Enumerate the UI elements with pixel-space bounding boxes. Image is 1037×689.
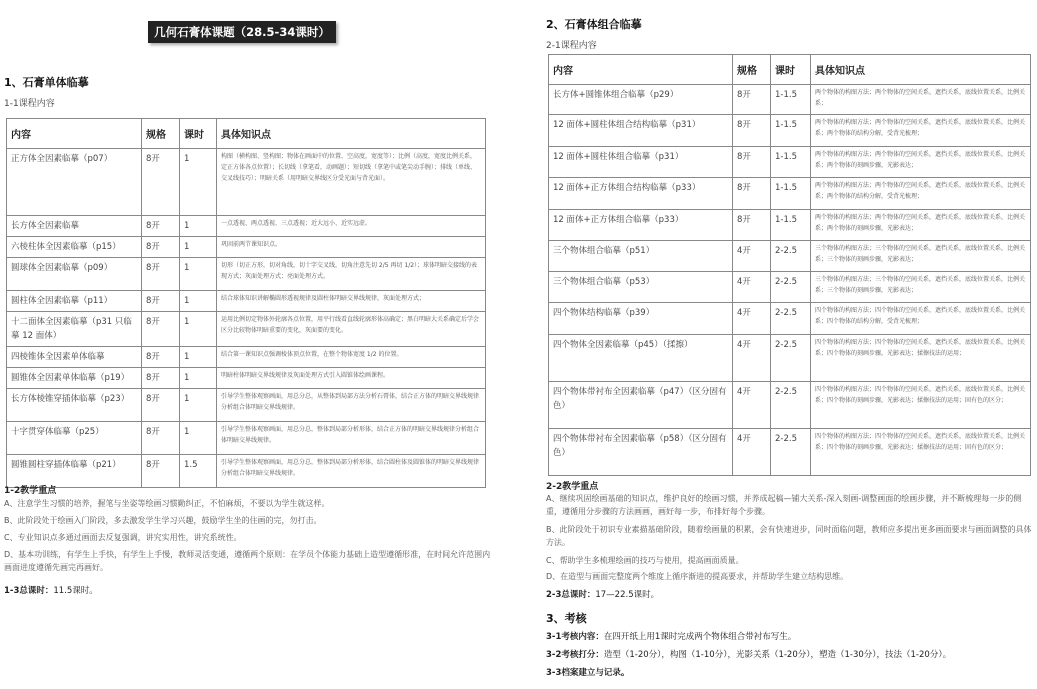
table-row bbox=[7, 389, 486, 422]
row-knowledge: 两个物体的构图方法；两个物体的空间关系，遮挡关系，底线位置关系，比例关系；两个物体的结构分解，受背光梳理； bbox=[811, 178, 1031, 210]
row-size: 8开 bbox=[733, 147, 771, 178]
row-knowledge: 两个物体的构图方法；两个物体的空间关系，遮挡关系，底线位置关系，比例关系； bbox=[811, 85, 1031, 115]
row-name: 12 面体+正方体组合结构临摹（p33） bbox=[549, 178, 733, 210]
exam-scoring bbox=[546, 648, 951, 660]
table-row bbox=[549, 210, 1031, 241]
header-content: 内容 bbox=[7, 119, 142, 149]
row-size: 8开 bbox=[142, 368, 180, 389]
row-knowledge: 四个物体的构图方法；四个物体的空间关系，遮挡关系，底线位置关系，比例关系；四个物体的结构分解，受背光梳理； bbox=[811, 303, 1031, 335]
table-row bbox=[7, 216, 486, 237]
total-hours-value: 11.5课时。 bbox=[53, 586, 98, 596]
row-knowledge: 引导学生整体观察画面，用总分总，整体到局部分析形体，结合圆柱体及圆锥体的明暗交界线规律分析组合体明暗交界线规律。 bbox=[217, 455, 486, 488]
total-hours bbox=[546, 588, 659, 600]
row-knowledge: 巩固前两节课知识点。 bbox=[217, 237, 486, 258]
row-name: 长方体棱锥穿插体临摹（p23） bbox=[7, 389, 142, 422]
row-hours: 1 bbox=[180, 216, 217, 237]
table-row bbox=[549, 241, 1031, 272]
row-name: 四个物体带衬布全因素临摹（p58）（区分固有色） bbox=[549, 429, 733, 476]
row-hours: 1-1.5 bbox=[771, 85, 811, 115]
row-knowledge: 一点透视、两点透视、三点透视；近大远小、近实远虚。 bbox=[217, 216, 486, 237]
row-name: 长方体+圆锥体组合临摹（p29） bbox=[549, 85, 733, 115]
row-size: 8开 bbox=[142, 237, 180, 258]
row-name: 圆锥圆柱穿插体临摹（p21） bbox=[7, 455, 142, 488]
row-knowledge: 两个物体的构图方法；两个物体的空间关系，遮挡关系，底线位置关系，比例关系；两个物体的刻画步骤，光影表达； bbox=[811, 147, 1031, 178]
section1-sub2: 1-2教学重点 bbox=[4, 486, 57, 496]
row-size: 8开 bbox=[142, 389, 180, 422]
row-size: 8开 bbox=[142, 312, 180, 347]
point-b: B、此阶段处于绘画入门阶段，多去激发学生学习兴趣，鼓励学生坐的住画的完，勿打击。 bbox=[4, 516, 322, 525]
row-hours: 1-1.5 bbox=[771, 178, 811, 210]
row-hours: 1 bbox=[180, 389, 217, 422]
row-knowledge: 两个物体的构图方法；两个物体的空间关系，遮挡关系，底线位置关系，比例关系；两个物体的结构分解，受背光梳理； bbox=[811, 115, 1031, 147]
row-hours: 1 bbox=[180, 149, 217, 216]
row-knowledge: 三个物体的构图方法；三个物体的空间关系，遮挡关系，底线位置关系，比例关系；三个物体的刻画步骤，光影表达； bbox=[811, 272, 1031, 303]
row-name: 12 面体+正方体组合临摹（p33） bbox=[549, 210, 733, 241]
row-size: 8开 bbox=[142, 455, 180, 488]
row-hours: 1 bbox=[180, 422, 217, 455]
table-row bbox=[7, 368, 486, 389]
exam-content-label: 3-1考核内容： bbox=[546, 632, 604, 642]
row-hours: 2-2.5 bbox=[771, 241, 811, 272]
table-row bbox=[549, 382, 1031, 429]
row-name: 圆球体全因素临摹（p09） bbox=[7, 258, 142, 291]
row-hours: 1-1.5 bbox=[771, 147, 811, 178]
header-size: 规格 bbox=[142, 119, 180, 149]
exam-records-label: 3-3档案建立与记录。 bbox=[546, 668, 630, 678]
row-size: 8开 bbox=[733, 85, 771, 115]
row-hours: 1 bbox=[180, 237, 217, 258]
row-name: 十字贯穿体临摹（p25） bbox=[7, 422, 142, 455]
table-row bbox=[7, 347, 486, 368]
table-row bbox=[549, 115, 1031, 147]
row-hours: 1-1.5 bbox=[771, 115, 811, 147]
row-size: 4开 bbox=[733, 335, 771, 382]
row-hours: 1 bbox=[180, 312, 217, 347]
row-hours: 1.5 bbox=[180, 455, 217, 488]
row-knowledge: 四个物体的构图方法；四个物体的空间关系，遮挡关系，底线位置关系，比例关系；四个物体的刻画步骤，光影表达；揉擦技法的运用；固有色的区分； bbox=[811, 429, 1031, 476]
point-c: C、帮助学生多梳理绘画的技巧与使用，提高画面质量。 bbox=[546, 556, 744, 565]
exam-scoring-label: 3-2考核打分： bbox=[546, 650, 604, 660]
row-hours: 1 bbox=[180, 368, 217, 389]
point-a: A、继续巩固绘画基础的知识点，维护良好的绘画习惯，并养成起稿—铺大关系-深入刻画-调整画面的绘画步骤，并不断梳理每一步的侧重，遵循用分步骤的方法画画，画好每一步，布排好每个步骤。 bbox=[546, 494, 1022, 516]
header-hours: 课时 bbox=[771, 55, 811, 85]
row-hours: 1 bbox=[180, 291, 217, 312]
table-row bbox=[549, 303, 1031, 335]
row-size: 8开 bbox=[142, 149, 180, 216]
point-d: D、在造型与画面完整度两个维度上循序渐进的提高要求，并帮助学生建立结构思维。 bbox=[546, 572, 849, 581]
point-a: A、注意学生习惯的培养，握笔与坐姿等绘画习惯勤纠正，不怕麻烦，不要以为学生就这样。 bbox=[4, 499, 330, 508]
course-table-right bbox=[548, 54, 1031, 476]
row-size: 4开 bbox=[733, 241, 771, 272]
exam-records bbox=[546, 666, 629, 678]
row-knowledge: 结合第一课知识点强调棱体顶点位置，在整个物体宽度 1/2 的位置。 bbox=[217, 347, 486, 368]
row-size: 4开 bbox=[733, 429, 771, 476]
left-column bbox=[0, 0, 500, 689]
table-row bbox=[549, 429, 1031, 476]
table-header-row bbox=[549, 55, 1031, 85]
table-row bbox=[7, 149, 486, 216]
row-hours: 2-2.5 bbox=[771, 272, 811, 303]
course-table-left bbox=[6, 118, 486, 488]
row-name: 12 面体+圆柱体组合临摹（p31） bbox=[549, 147, 733, 178]
right-column bbox=[538, 0, 1037, 689]
row-name: 三个物体组合临摹（p51） bbox=[549, 241, 733, 272]
table-row bbox=[7, 237, 486, 258]
total-hours-label: 2-3总课时： bbox=[546, 590, 596, 600]
table-row bbox=[7, 312, 486, 347]
row-hours: 2-2.5 bbox=[771, 429, 811, 476]
row-knowledge: 构图（横构图、竖构图；物体在画面中的位置、空高度，宽度等）；比例（高度，宽度比例关系，定正方体各点位置）；长切线（拿笔看，动画题）；短切线（拿笔中或笔尖动手腕）；排线（单线、交叉线技巧）；明暗关系（用明暗交界线区分受光面与背光面）。 bbox=[217, 149, 486, 216]
table-header-row bbox=[7, 119, 486, 149]
row-hours: 1 bbox=[180, 258, 217, 291]
total-hours bbox=[4, 584, 98, 596]
row-name: 长方体全因素临摹 bbox=[7, 216, 142, 237]
row-name: 三个物体组合临摹（p53） bbox=[549, 272, 733, 303]
row-knowledge: 切形（切正方形，切对角线，切十字交叉线，切角注意先切 2/5 再切 1/2）；球体明暗交接线的表现方式；灰面处理方式；亮面处理方式。 bbox=[217, 258, 486, 291]
row-size: 8开 bbox=[142, 347, 180, 368]
total-hours-value: 17—22.5课时。 bbox=[595, 590, 660, 600]
point-b: B、此阶段处于初识专业素描基础阶段，随着绘画量的积累，会有快速进步，同时面临问题，教师应多提出更多画面要求与画面调整的具体方法。 bbox=[546, 525, 1032, 547]
row-knowledge: 引导学生整体观察画面，用总分总，从整体到局部方法分析石膏体，结合正方体的明暗交界线规律分析组合体明暗交界线规律。 bbox=[217, 389, 486, 422]
section3-heading: 3、考核 bbox=[546, 612, 587, 625]
header-knowledge: 具体知识点 bbox=[811, 55, 1031, 85]
row-size: 4开 bbox=[733, 303, 771, 335]
exam-content-value: 在四开纸上用1课时完成两个物体组合带衬布写生。 bbox=[603, 632, 797, 642]
table-row bbox=[549, 272, 1031, 303]
table-row bbox=[549, 178, 1031, 210]
row-size: 8开 bbox=[733, 178, 771, 210]
table-row bbox=[7, 291, 486, 312]
point-c: C、专业知识点多通过画面去反复强调，讲究实用性，讲究系统性。 bbox=[4, 533, 242, 542]
row-size: 8开 bbox=[733, 115, 771, 147]
row-knowledge: 四个物体的构图方法；四个物体的空间关系，遮挡关系，底线位置关系，比例关系；四个物体的刻画步骤，光影表达；揉擦技法的运用；固有色的区分； bbox=[811, 382, 1031, 429]
table-row bbox=[549, 85, 1031, 115]
row-knowledge: 两个物体的构图方法；两个物体的空间关系，遮挡关系，底线位置关系，比例关系；两个物体的刻画步骤，光影表达； bbox=[811, 210, 1031, 241]
header-size: 规格 bbox=[733, 55, 771, 85]
row-name: 六棱柱体全因素临摹（p15） bbox=[7, 237, 142, 258]
row-size: 8开 bbox=[733, 210, 771, 241]
section1-sub1: 1-1课程内容 bbox=[4, 99, 55, 109]
table-row bbox=[7, 422, 486, 455]
table-row bbox=[549, 335, 1031, 382]
row-knowledge: 引导学生整体观察画面，用总分总，整体到局部分析形体，结合正方体的明暗交界线规律分析组合体明暗交界线规律。 bbox=[217, 422, 486, 455]
row-name: 圆锥体全因素单体临摹（p19） bbox=[7, 368, 142, 389]
row-hours: 2-2.5 bbox=[771, 335, 811, 382]
section2-sub2: 2-2教学重点 bbox=[546, 482, 599, 492]
header-knowledge: 具体知识点 bbox=[217, 119, 486, 149]
row-hours: 2-2.5 bbox=[771, 303, 811, 335]
row-size: 4开 bbox=[733, 382, 771, 429]
header-hours: 课时 bbox=[180, 119, 217, 149]
section2-heading: 2、石膏体组合临摹 bbox=[546, 18, 642, 31]
table-row bbox=[7, 455, 486, 488]
point-d: D、基本功训练，有学生上手快，有学生上手慢，教师灵活变通，遵循两个原则：在学员个体能力基础上造型遵循形准，在时间允许范围内画面进度遵循先画完再画好。 bbox=[4, 550, 491, 572]
row-knowledge: 四个物体的构图方法；四个物体的空间关系，遮挡关系，底线位置关系，比例关系；四个物体的刻画步骤，光影表达；揉擦技法的运用； bbox=[811, 335, 1031, 382]
row-size: 8开 bbox=[142, 216, 180, 237]
header-content: 内容 bbox=[549, 55, 733, 85]
table-row bbox=[549, 147, 1031, 178]
section1-heading: 1、石膏单体临摹 bbox=[4, 76, 89, 89]
row-name: 四个物体带衬布全因素临摹（p47）（区分固有色） bbox=[549, 382, 733, 429]
row-knowledge: 明暗柱体明暗交界线规律及灰面处理方式引入圆锥体绘画课程。 bbox=[217, 368, 486, 389]
row-name: 四棱锥体全因素单体临摹 bbox=[7, 347, 142, 368]
row-name: 12 面体+圆柱体组合结构临摹（p31） bbox=[549, 115, 733, 147]
row-hours: 1-1.5 bbox=[771, 210, 811, 241]
row-size: 8开 bbox=[142, 291, 180, 312]
exam-scoring-value: 造型（1-20分），构图（1-10分），光影关系（1-20分），塑造（1-30分），技法（1-20分）。 bbox=[603, 650, 952, 660]
row-knowledge: 三个物体的构图方法；三个物体的空间关系，遮挡关系，底线位置关系，比例关系；三个物体的刻画步骤，光影表达； bbox=[811, 241, 1031, 272]
section2-sub1: 2-1课程内容 bbox=[546, 41, 597, 51]
row-size: 4开 bbox=[733, 272, 771, 303]
table-row bbox=[7, 258, 486, 291]
exam-content bbox=[546, 630, 796, 642]
row-name: 圆柱体全因素临摹（p11） bbox=[7, 291, 142, 312]
row-hours: 1 bbox=[180, 347, 217, 368]
total-hours-label: 1-3总课时： bbox=[4, 586, 54, 596]
page-title: 几何石膏体课题（28.5-34课时） bbox=[148, 21, 336, 43]
row-name: 十二面体全因素临摹（p31 只临摹 12 面体） bbox=[7, 312, 142, 347]
row-hours: 2-2.5 bbox=[771, 382, 811, 429]
row-name: 正方体全因素临摹（p07） bbox=[7, 149, 142, 216]
row-knowledge: 结合球体知识讲解椭圆形透视规律及圆柱体明暗交界线规律，灰面处理方式； bbox=[217, 291, 486, 312]
row-size: 8开 bbox=[142, 422, 180, 455]
row-name: 四个物体全因素临摹（p45）（揉擦） bbox=[549, 335, 733, 382]
row-size: 8开 bbox=[142, 258, 180, 291]
row-name: 四个物体结构临摹（p39） bbox=[549, 303, 733, 335]
row-knowledge: 运用比例切定物体外轮廓各点位置，用平行线看直线轮廓形体高确定；黑白明暗大关系确定后学会区分比较物体明暗重要的变化，灰面要的变化。 bbox=[217, 312, 486, 347]
